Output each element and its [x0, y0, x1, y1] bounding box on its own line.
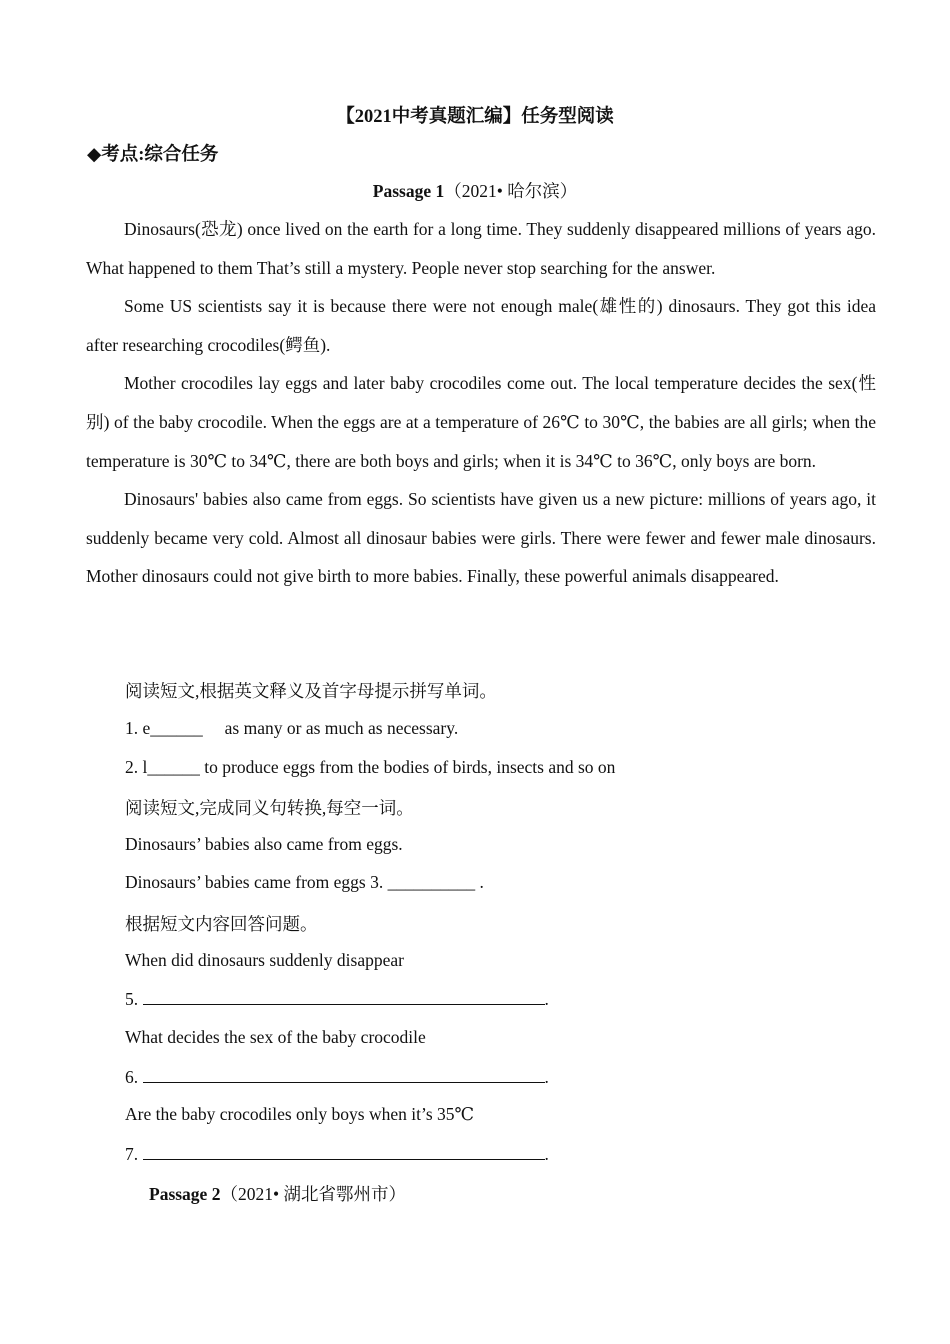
question-2-prefix: 2. l: [125, 757, 148, 777]
passage-1-title: Passage 1: [372, 181, 445, 201]
question-5-answer-blank[interactable]: [143, 988, 545, 1005]
question-3-suffix: .: [479, 872, 484, 892]
question-6-end: .: [544, 1067, 549, 1087]
question-7-answer-line: [125, 1143, 549, 1165]
question-3: [125, 872, 484, 893]
question-2-definition: to produce eggs from the bodies of birds, insects and so on: [204, 757, 616, 777]
article-paragraph: Dinosaurs' babies also came from eggs. So scientists have given us a new picture: millions of years ago, it suddenly became very cold. Almost all dinosaur babies were girls. There were fewer and fewer male dinosaurs. Mother dinosaurs could not give birth to more babies. Finally, these powerful animals disappeared.: [86, 489, 876, 587]
question-1: [125, 718, 458, 739]
question-7-end: .: [544, 1144, 549, 1164]
rewrite-original-sentence: Dinosaurs’ babies also came from eggs.: [125, 834, 403, 854]
question-6-answer-line: [125, 1066, 549, 1088]
article-paragraph: Dinosaurs(恐龙) once lived on the earth for a long time. They suddenly disappeared millions of years ago. What happened to them That’s still a mystery. People never stop searching for the answer.: [86, 219, 876, 278]
question-7-label: 7.: [125, 1144, 139, 1164]
article-paragraph: Some US scientists say it is because there were not enough male(雄性的) dinosaurs. They got this idea after researching crocodiles(鳄鱼).: [86, 296, 876, 355]
question-1-blank[interactable]: ______: [150, 718, 203, 738]
question-3-prefix: Dinosaurs’ babies came from eggs 3.: [125, 872, 384, 892]
question-2: [125, 757, 615, 778]
question-5-end: .: [544, 989, 549, 1009]
passage-2-heading: [149, 1181, 406, 1206]
question-1-definition: as many or as much as necessary.: [224, 718, 459, 738]
passage-1-article: [86, 210, 876, 596]
task-instruction-answer: 根据短文内容回答问题。: [125, 914, 318, 934]
task-instruction-spelling: 阅读短文,根据英文释义及首字母提示拼写单词。: [125, 681, 497, 701]
question-2-blank[interactable]: ______: [147, 757, 200, 777]
passage-1-heading: [0, 178, 950, 203]
article-paragraph: Mother crocodiles lay eggs and later baby crocodiles come out. The local temperature decides the sex(性别) of the baby crocodile. When the eggs are at a temperature of 26℃ to 30℃, the babies are all girls; when the temperature is 30℃ to 34℃, there are both boys and girls; when it is 34℃ to 36℃, only boys are born.: [86, 373, 876, 471]
question-7-text: Are the baby crocodiles only boys when it’s 35℃: [125, 1104, 475, 1124]
question-6-text: What decides the sex of the baby crocodile: [125, 1027, 426, 1047]
question-5-label: 5.: [125, 989, 139, 1009]
question-1-prefix: 1. e: [125, 718, 151, 738]
topic-heading: ◆考点:综合任务: [87, 145, 219, 165]
passage-2-source: （2021• 湖北省鄂州市）: [220, 1184, 406, 1204]
question-5-answer-line: [125, 988, 549, 1010]
page-title: 【2021中考真题汇编】任务型阅读: [336, 107, 614, 127]
passage-2-title: Passage 2: [149, 1184, 221, 1204]
question-3-blank[interactable]: __________: [387, 872, 476, 892]
question-6-answer-blank[interactable]: [143, 1066, 545, 1083]
task-instruction-rewrite: 阅读短文,完成同义句转换,每空一词。: [125, 798, 414, 818]
question-7-answer-blank[interactable]: [143, 1143, 545, 1160]
passage-1-source: （2021• 哈尔滨）: [444, 181, 578, 201]
question-6-label: 6.: [125, 1067, 139, 1087]
question-5-text: When did dinosaurs suddenly disappear: [125, 950, 404, 970]
